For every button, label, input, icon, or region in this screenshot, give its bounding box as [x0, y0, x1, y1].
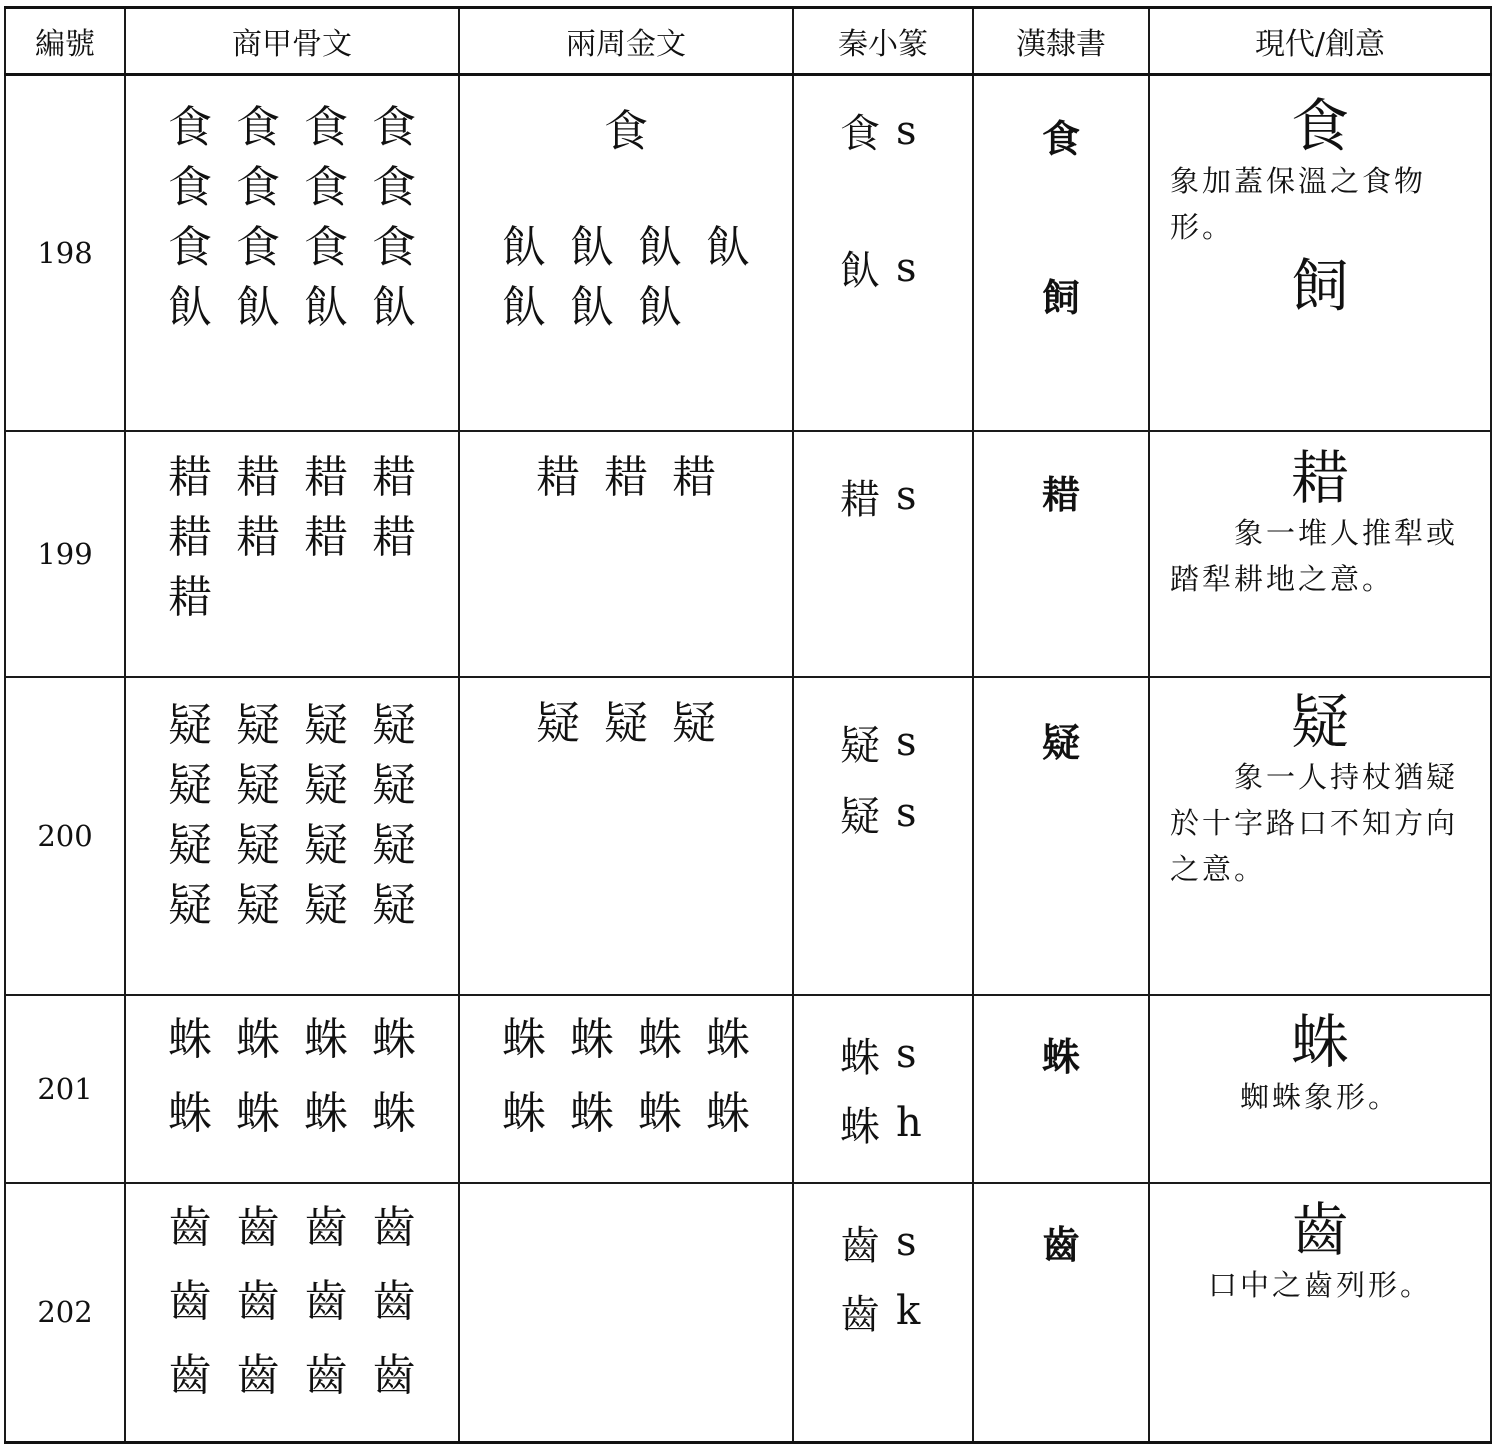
bronze-glyph: 疑 — [672, 697, 716, 749]
oracle-glyph: 齒 — [372, 1349, 416, 1401]
modern-cell — [1149, 677, 1491, 995]
bronze-glyph: 蛛 — [706, 1013, 750, 1065]
oracle-glyph: 蛛 — [304, 1013, 348, 1065]
bronze-cell — [459, 1183, 793, 1443]
seal-source-tag: s — [896, 719, 917, 765]
oracle-glyph: 蛛 — [168, 1013, 212, 1065]
bronze-glyph: 疑 — [604, 697, 648, 749]
header-id: 編號 — [5, 8, 125, 75]
bronze-glyph: 蛛 — [570, 1087, 614, 1139]
oracle-glyph: 食 — [372, 162, 416, 213]
oracle-cell — [125, 1183, 459, 1443]
oracle-glyph: 食 — [372, 222, 416, 273]
oracle-glyph: 蛛 — [236, 1013, 280, 1065]
seal-glyph: 飤 — [840, 248, 880, 294]
oracle-glyph: 耤 — [372, 451, 416, 503]
modern-cell — [1149, 75, 1491, 431]
modern-cell — [1149, 1183, 1491, 1443]
oracle-glyph: 耤 — [236, 451, 280, 503]
oracle-glyph: 疑 — [236, 759, 280, 811]
oracle-glyph: 疑 — [168, 819, 212, 871]
meaning-text: 象一堆人推犁或踏犁耕地之意。 — [1170, 515, 1459, 596]
oracle-glyph: 食 — [168, 222, 212, 273]
clerical-cell — [973, 75, 1149, 431]
clerical-glyph: 飼 — [1041, 276, 1080, 320]
oracle-glyph: 飤 — [372, 282, 416, 333]
header-modern-meaning: 現代/創意 — [1149, 8, 1491, 75]
bronze-glyph: 飤 — [570, 222, 614, 273]
oracle-glyph: 疑 — [168, 759, 212, 811]
bronze-glyph: 蛛 — [638, 1087, 682, 1139]
oracle-glyph: 疑 — [304, 699, 348, 751]
oracle-glyphs — [126, 696, 458, 936]
bronze-glyph: 蛛 — [570, 1013, 614, 1065]
modern-character: 齒 — [1290, 1195, 1349, 1264]
table-row — [5, 1183, 1491, 1443]
bronze-glyph: 飤 — [706, 222, 750, 273]
oracle-glyph: 疑 — [168, 879, 212, 931]
oracle-glyph: 疑 — [236, 879, 280, 931]
bronze-glyph: 蛛 — [706, 1087, 750, 1139]
seal-source-tag: s — [896, 244, 917, 291]
seal-cell — [793, 995, 973, 1183]
oracle-glyph: 齒 — [168, 1275, 212, 1327]
clerical-glyph: 食 — [1041, 117, 1080, 161]
oracle-glyph: 食 — [236, 102, 280, 153]
oracle-cell — [125, 431, 459, 677]
oracle-glyph: 飤 — [236, 282, 280, 333]
clerical-glyph: 齒 — [1041, 1222, 1080, 1267]
bronze-glyph: 疑 — [536, 697, 580, 749]
oracle-glyph: 飤 — [168, 282, 212, 333]
seal-entry — [794, 102, 972, 159]
bronze-glyph: 耤 — [604, 451, 648, 503]
seal-cell — [793, 431, 973, 677]
clerical-cell — [973, 1183, 1149, 1443]
bronze-glyph: 蛛 — [502, 1087, 546, 1139]
oracle-glyph: 疑 — [372, 759, 416, 811]
seal-source-tag: h — [896, 1100, 922, 1146]
row-id: 200 — [5, 677, 125, 995]
oracle-glyph: 食 — [304, 102, 348, 153]
modern-character: 飼 — [1290, 252, 1349, 320]
oracle-glyph: 耤 — [236, 511, 280, 563]
oracle-glyph: 耤 — [168, 511, 212, 563]
seal-glyph: 齒 — [840, 1291, 880, 1338]
bronze-glyph: 耤 — [672, 451, 716, 503]
oracle-glyphs — [126, 448, 458, 628]
bronze-glyph: 飤 — [638, 222, 682, 273]
seal-entry — [794, 1095, 972, 1152]
oracle-glyph: 齒 — [304, 1349, 348, 1401]
oracle-glyph: 疑 — [236, 699, 280, 751]
oracle-glyph: 蛛 — [236, 1087, 280, 1139]
bronze-glyphs — [460, 1010, 792, 1144]
modern-character: 疑 — [1290, 687, 1349, 756]
oracle-glyph: 疑 — [372, 699, 416, 751]
clerical-cell — [973, 431, 1149, 677]
oracle-glyph: 齒 — [236, 1201, 280, 1253]
seal-cell — [793, 677, 973, 995]
row-id: 198 — [5, 75, 125, 431]
table-row — [5, 431, 1491, 677]
seal-entry — [794, 239, 972, 296]
bronze-glyphs — [460, 694, 792, 754]
oracle-glyph: 食 — [236, 162, 280, 213]
modern-character: 耤 — [1290, 443, 1349, 512]
oracle-glyph: 食 — [304, 222, 348, 273]
oracle-glyph: 耤 — [304, 451, 348, 503]
oracle-glyph: 疑 — [304, 819, 348, 871]
oracle-cell — [125, 75, 459, 431]
bronze-glyphs — [460, 218, 792, 338]
row-id: 199 — [5, 431, 125, 677]
oracle-glyph: 耤 — [372, 511, 416, 563]
header-clerical: 漢隸書 — [973, 8, 1149, 75]
clerical-glyph: 疑 — [1041, 720, 1080, 765]
seal-entry — [794, 714, 972, 771]
clerical-glyph: 蛛 — [1041, 1034, 1080, 1079]
bronze-glyph: 蛛 — [502, 1013, 546, 1065]
oracle-glyphs — [126, 98, 458, 338]
seal-entry — [794, 1026, 972, 1083]
oracle-glyph: 蛛 — [372, 1087, 416, 1139]
oracle-glyph: 齒 — [304, 1201, 348, 1253]
seal-source-tag: k — [896, 1288, 921, 1334]
oracle-glyph: 齒 — [304, 1275, 348, 1327]
bronze-cell — [459, 995, 793, 1183]
header-oracle-bone: 商甲骨文 — [125, 8, 459, 75]
oracle-glyph: 疑 — [168, 699, 212, 751]
clerical-glyph: 耤 — [1041, 472, 1080, 517]
seal-entry — [794, 1214, 972, 1271]
row-id: 201 — [5, 995, 125, 1183]
oracle-glyph: 食 — [168, 102, 212, 153]
bronze-glyph: 飤 — [502, 282, 546, 333]
seal-source-tag: s — [896, 1031, 917, 1077]
oracle-glyph: 食 — [304, 162, 348, 213]
modern-cell — [1149, 431, 1491, 677]
seal-source-tag: s — [896, 473, 917, 519]
oracle-glyph: 齒 — [236, 1275, 280, 1327]
clerical-cell — [973, 995, 1149, 1183]
oracle-glyph: 蛛 — [168, 1087, 212, 1139]
oracle-glyph: 食 — [372, 102, 416, 153]
seal-glyph: 耤 — [840, 476, 880, 523]
oracle-glyph: 疑 — [236, 819, 280, 871]
table-row — [5, 995, 1491, 1183]
seal-entry — [794, 1283, 972, 1340]
modern-character: 食 — [1290, 92, 1349, 160]
header-row — [5, 8, 1491, 75]
seal-source-tag: s — [896, 107, 917, 154]
bronze-glyph: 飤 — [570, 282, 614, 333]
bronze-glyph: 蛛 — [638, 1013, 682, 1065]
meaning-text: 象一人持杖猶疑於十字路口不知方向之意。 — [1170, 759, 1459, 886]
seal-glyph: 疑 — [840, 722, 880, 769]
seal-entry — [794, 785, 972, 842]
seal-cell — [793, 75, 973, 431]
seal-entry — [794, 468, 972, 525]
oracle-glyph: 耤 — [168, 451, 212, 503]
row-id: 202 — [5, 1183, 125, 1443]
oracle-glyph: 疑 — [372, 879, 416, 931]
seal-cell — [793, 1183, 973, 1443]
oracle-glyph: 齒 — [372, 1201, 416, 1253]
seal-glyph: 齒 — [840, 1222, 880, 1269]
header-small-seal: 秦小篆 — [793, 8, 973, 75]
bronze-glyph: 食 — [604, 106, 648, 157]
oracle-glyphs — [126, 1198, 458, 1406]
oracle-glyph: 蛛 — [304, 1087, 348, 1139]
table-row — [5, 75, 1491, 431]
oracle-glyph: 食 — [168, 162, 212, 213]
oracle-glyph: 疑 — [304, 759, 348, 811]
meaning-text: 口中之齒列形。 — [1207, 1267, 1432, 1302]
seal-glyph: 食 — [840, 111, 880, 157]
oracle-glyph: 疑 — [372, 819, 416, 871]
oracle-glyph: 耤 — [168, 571, 212, 623]
bronze-cell — [459, 677, 793, 995]
header-bronze: 兩周金文 — [459, 8, 793, 75]
meaning-text: 蜘蛛象形。 — [1239, 1079, 1400, 1114]
bronze-glyphs — [460, 448, 792, 508]
seal-source-tag: s — [896, 1219, 917, 1265]
bronze-cell — [459, 75, 793, 431]
modern-character: 蛛 — [1290, 1007, 1349, 1076]
bronze-glyph: 飤 — [638, 282, 682, 333]
oracle-cell — [125, 995, 459, 1183]
oracle-glyphs — [126, 1010, 458, 1144]
oracle-glyph: 齒 — [372, 1275, 416, 1327]
oracle-glyph: 耤 — [304, 511, 348, 563]
oracle-cell — [125, 677, 459, 995]
oracle-glyph: 齒 — [168, 1201, 212, 1253]
oracle-glyph: 食 — [236, 222, 280, 273]
meaning-text: 象加蓋保溫之食物形。 — [1170, 164, 1427, 244]
bronze-glyph: 飤 — [502, 222, 546, 273]
oracle-glyph: 蛛 — [372, 1013, 416, 1065]
bronze-glyphs — [460, 102, 792, 162]
seal-glyph: 蛛 — [840, 1034, 880, 1081]
bronze-glyph: 耤 — [536, 451, 580, 503]
oracle-glyph: 飤 — [304, 282, 348, 333]
oracle-glyph: 齒 — [168, 1349, 212, 1401]
oracle-glyph: 疑 — [304, 879, 348, 931]
clerical-cell — [973, 677, 1149, 995]
character-table — [4, 6, 1492, 1444]
seal-source-tag: s — [896, 790, 917, 836]
table-row — [5, 677, 1491, 995]
seal-glyph: 蛛 — [840, 1103, 880, 1150]
seal-glyph: 疑 — [840, 793, 880, 840]
bronze-cell — [459, 431, 793, 677]
modern-cell — [1149, 995, 1491, 1183]
oracle-glyph: 齒 — [236, 1349, 280, 1401]
